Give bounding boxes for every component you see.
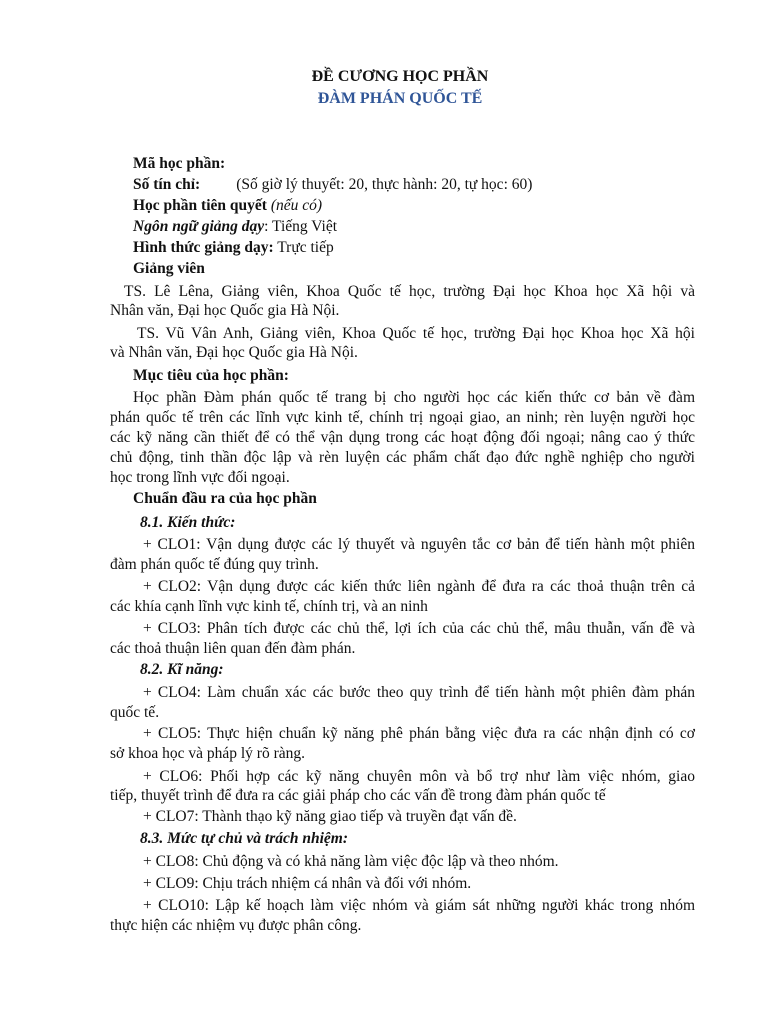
teaching-mode-value: Trực tiếp xyxy=(273,239,334,256)
lecturer-1-line-2: Nhân văn, Đại học Quốc gia Hà Nội. xyxy=(110,302,340,319)
objectives-line-4: chủ động, tinh thần độc lập và rèn luyện các phẩm chất đạo đức nghề nghiệp cho người xyxy=(110,449,695,466)
skills-heading: 8.2. Kĩ năng: xyxy=(140,661,224,678)
objectives-heading: Mục tiêu của học phần: xyxy=(133,367,289,384)
course-code-label: Mã học phần: xyxy=(133,155,226,172)
clo6-line-2: tiếp, thuyết trình để đưa ra các giải pháp cho các vấn đề trong đàm phán quốc tế xyxy=(110,787,606,804)
language-row xyxy=(133,217,337,237)
credits-label: Số tín chỉ: xyxy=(133,176,201,193)
clo9-line: + CLO9: Chịu trách nhiệm cá nhân và đối với nhóm. xyxy=(143,875,472,892)
knowledge-heading: 8.1. Kiến thức: xyxy=(140,514,236,531)
objectives-line-1: Học phần Đàm phán quốc tế trang bị cho người học các kiến thức cơ bản về đàm xyxy=(133,389,695,406)
clo5-line-2: sở khoa học và pháp lý rõ ràng. xyxy=(110,745,306,762)
language-value: : Tiếng Việt xyxy=(264,218,338,235)
lecturer-1-line-1: TS. Lê Lêna, Giảng viên, Khoa Quốc tế học, trường Đại học Khoa học Xã hội và xyxy=(124,283,695,300)
autonomy-heading: 8.3. Mức tự chủ và trách nhiệm: xyxy=(140,830,349,847)
clo6-line-1: + CLO6: Phối hợp các kỹ năng chuyên môn và bổ trợ như làm việc nhóm, giao xyxy=(143,768,695,785)
clo10-line-2: thực hiện các nhiệm vụ được phân công. xyxy=(110,917,362,934)
clo5-line-1: + CLO5: Thực hiện chuẩn kỹ năng phê phán bằng việc đưa ra các nhận định có cơ xyxy=(143,725,695,742)
prerequisite-label: Học phần tiên quyết xyxy=(133,197,267,214)
clo10-line-1: + CLO10: Lập kế hoạch làm việc nhóm và giám sát những người khác trong nhóm xyxy=(143,897,695,914)
outcomes-heading: Chuẩn đầu ra của học phần xyxy=(133,490,317,507)
objectives-line-5: học trong lĩnh vực đối ngoại. xyxy=(110,469,290,486)
lecturer-2-line-1: TS. Vũ Vân Anh, Giảng viên, Khoa Quốc tế học, trường Đại học Khoa học Xã hội xyxy=(137,325,695,342)
clo8-line: + CLO8: Chủ động và có khả năng làm việc độc lập và theo nhóm. xyxy=(143,853,559,870)
objectives-line-2: phán quốc tế trên các lĩnh vực kinh tế, chính trị ngoại giao, an ninh; rèn luyện người học xyxy=(110,409,695,426)
course-name: ĐÀM PHÁN QUỐC TẾ xyxy=(317,90,483,107)
credits-row xyxy=(133,175,532,195)
clo2-line-2: các khía cạnh lĩnh vực kinh tế, chính trị, và an ninh xyxy=(110,598,428,615)
clo7-line: + CLO7: Thành thạo kỹ năng giao tiếp và truyền đạt vấn đề. xyxy=(143,808,517,825)
prerequisite-row xyxy=(133,196,322,216)
clo2-line-1: + CLO2: Vận dụng được các kiến thức liên ngành để đưa ra các thoả thuận trên cả xyxy=(143,578,695,595)
clo1-line-2: đàm phán quốc tế đúng quy trình. xyxy=(110,556,319,573)
clo3-line-1: + CLO3: Phân tích được các chủ thể, lợi ích của các chủ thể, mâu thuẫn, vấn đề và xyxy=(143,620,695,637)
credits-value: (Số giờ lý thuyết: 20, thực hành: 20, tự học: 60) xyxy=(236,176,533,193)
clo3-line-2: các thoả thuận liên quan đến đàm phán. xyxy=(110,640,356,657)
prerequisite-note: (nếu có) xyxy=(270,197,323,214)
teaching-mode-label: Hình thức giảng dạy: xyxy=(133,239,274,256)
lecturer-2-line-2: và Nhân văn, Đại học Quốc gia Hà Nội. xyxy=(110,344,358,361)
clo4-line-1: + CLO4: Làm chuẩn xác các bước theo quy trình để tiến hành một phiên đàm phán xyxy=(143,684,695,701)
language-label: Ngôn ngữ giảng dạy xyxy=(133,218,265,235)
objectives-line-3: các kỹ năng cần thiết để có thể vận dụng trong các hoạt động đối ngoại; nâng cao ý thức xyxy=(110,429,695,446)
clo4-line-2: quốc tế. xyxy=(110,704,160,721)
lecturer-heading: Giảng viên xyxy=(133,260,205,277)
teaching-mode-row xyxy=(133,238,334,258)
clo1-line-1: + CLO1: Vận dụng được các lý thuyết và nguyên tắc cơ bản để tiến hành một phiên xyxy=(143,536,695,553)
document-title: ĐỀ CƯƠNG HỌC PHẦN xyxy=(311,68,489,85)
